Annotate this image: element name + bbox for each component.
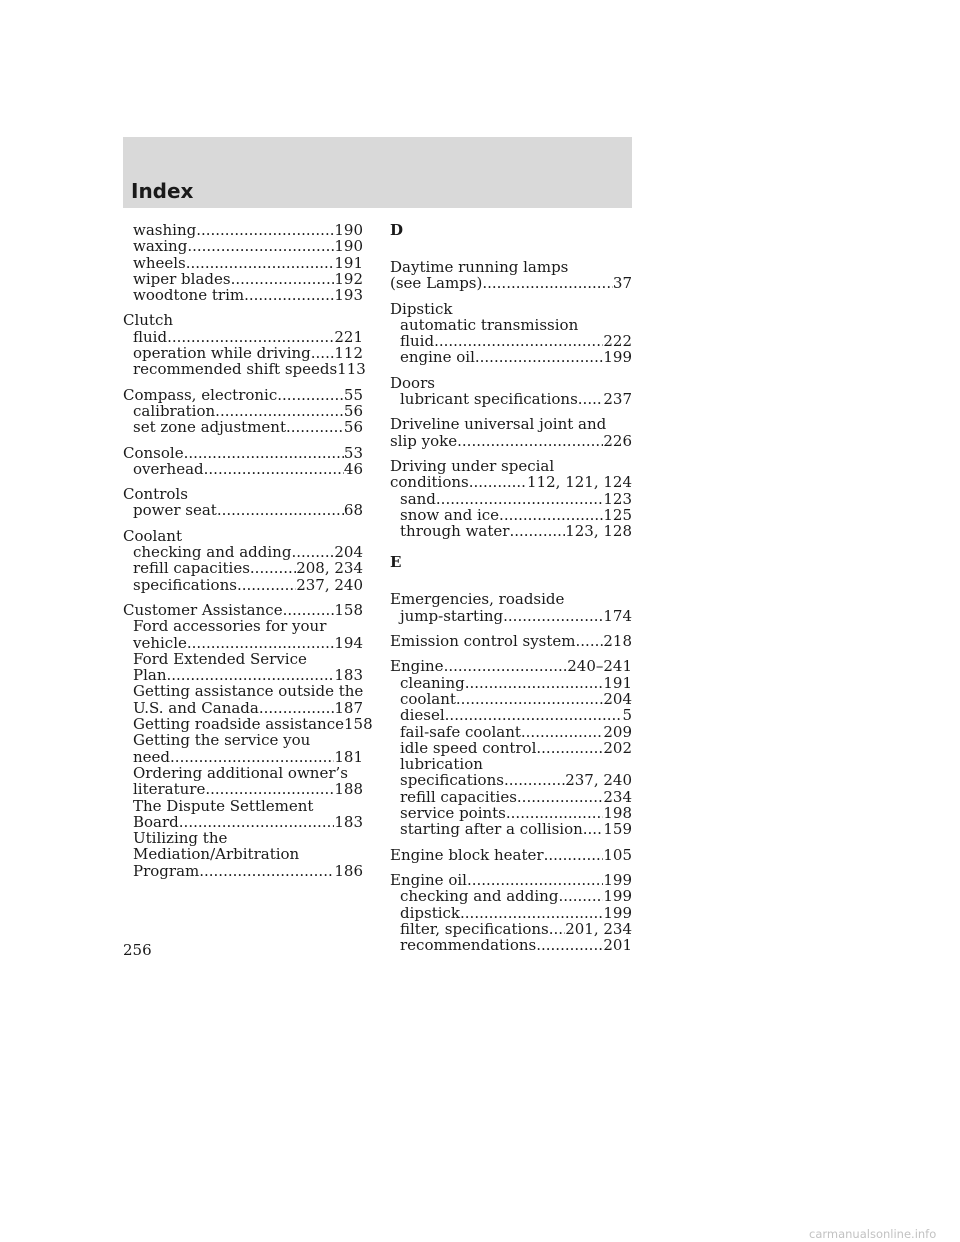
dot-leader: [204, 461, 344, 477]
page-reference: 191: [603, 673, 632, 692]
page-reference: 204: [334, 543, 363, 562]
dot-leader: [311, 345, 335, 361]
page-reference: 199: [603, 903, 632, 922]
index-entry-line: [123, 445, 363, 461]
index-subentry-line: [123, 749, 363, 765]
page-number: 256: [123, 941, 152, 959]
index-subentry-line: [390, 772, 632, 788]
entry-term: sand: [400, 489, 436, 508]
page-reference: 112, 121, 124: [527, 473, 632, 492]
dot-leader: [184, 445, 344, 461]
page-reference: 237: [603, 390, 632, 409]
dot-leader: [499, 507, 603, 523]
page-reference: 201: [603, 936, 632, 955]
page-reference: 112: [334, 344, 363, 363]
index-subentry-line: [123, 781, 363, 797]
page-reference: 190: [334, 237, 363, 256]
dot-leader: [187, 635, 334, 651]
index-entry: [390, 375, 632, 408]
page-reference: 186: [334, 861, 363, 880]
entry-term: dipstick: [400, 903, 461, 922]
page-reference: 125: [603, 505, 632, 524]
page-reference: 181: [334, 747, 363, 766]
index-subentry-line: [123, 715, 373, 734]
entry-term: The Dispute Settlement: [133, 796, 314, 815]
entry-term: filter, specifications: [400, 919, 549, 938]
entry-term: lubricant specifications: [400, 390, 578, 409]
index-subentry-line: [390, 491, 632, 507]
page-reference: 199: [603, 887, 632, 906]
page-reference: 158: [343, 715, 373, 734]
entry-term: idle speed control: [400, 738, 537, 757]
index-subentry-line: [390, 675, 632, 691]
page-reference: 193: [334, 286, 363, 305]
page-reference: 208, 234: [296, 559, 363, 578]
dot-leader: [277, 387, 344, 403]
dot-leader: [469, 474, 527, 490]
entry-term: conditions: [390, 473, 469, 492]
index-entry: [123, 486, 363, 519]
index-subentry-line: [123, 419, 363, 435]
dot-leader: [456, 691, 603, 707]
index-entry-line: [390, 633, 632, 649]
dot-leader: [217, 502, 344, 518]
index-subentry-line: [390, 317, 632, 333]
index-subentry-line: [123, 329, 363, 345]
index-entry-line: [390, 458, 632, 474]
page-reference: 209: [603, 722, 632, 741]
entry-term: wheels: [133, 253, 186, 272]
watermark: carmanualsonline.info: [809, 1227, 937, 1241]
index-subentry-line: [123, 222, 363, 238]
index-subentry-line: [123, 700, 363, 716]
dot-leader: [509, 523, 565, 539]
entry-term: Getting the service you: [133, 731, 311, 750]
entry-term: Dipstick: [390, 299, 453, 318]
dot-leader: [467, 872, 603, 888]
entry-term: need: [133, 747, 171, 766]
dot-leader: [457, 433, 603, 449]
index-subentry-line: [123, 345, 363, 361]
entry-term: Emergencies, roadside: [390, 590, 565, 609]
entry-term: refill capacities: [133, 559, 250, 578]
page-reference: 174: [603, 606, 632, 625]
index-letter-heading: D: [390, 221, 404, 239]
dot-leader: [434, 333, 603, 349]
index-subentry-line: [123, 765, 363, 781]
entry-term: woodtone trim: [133, 286, 245, 305]
dot-leader: [167, 667, 335, 683]
dot-leader: [521, 724, 603, 740]
index-subentry-line: [390, 724, 632, 740]
index-subentry-line: [123, 651, 363, 667]
index-subentry-line: [123, 255, 363, 271]
dot-leader: [215, 403, 344, 419]
index-entry: [390, 416, 632, 449]
entry-term: Console: [123, 443, 184, 462]
dot-leader: [504, 772, 565, 788]
index-entry-line: [390, 275, 632, 291]
entry-term: Program: [133, 861, 200, 880]
dot-leader: [187, 238, 334, 254]
entry-term: checking and adding: [133, 543, 292, 562]
page-reference: 53: [343, 443, 363, 462]
index-subentry-line: [390, 740, 632, 756]
entry-term: Board: [133, 812, 179, 831]
dot-leader: [199, 863, 334, 879]
dot-leader: [179, 814, 335, 830]
index-subentry-line: [123, 683, 363, 699]
index-subentry-line: [390, 921, 632, 937]
page-reference: 5: [622, 706, 632, 725]
index-entry: [123, 600, 373, 880]
dot-leader: [482, 275, 613, 291]
entry-term: starting after a collision: [400, 820, 583, 839]
dot-leader: [536, 740, 603, 756]
entry-term: Engine block heater: [390, 845, 544, 864]
index-entry: [390, 872, 632, 953]
index-entry-line: [123, 387, 363, 403]
dot-leader: [186, 255, 335, 271]
index-entry: [123, 445, 363, 478]
entry-term: Ford Extended Service: [133, 649, 307, 668]
index-subentry-line: [123, 560, 363, 576]
dot-leader: [231, 271, 335, 287]
index-subentry-line: [390, 937, 632, 953]
index-subentry-line: [123, 846, 363, 862]
page-reference: 226: [603, 431, 632, 450]
page-reference: 68: [343, 501, 363, 520]
page-reference: 56: [343, 418, 363, 437]
entry-term: Driveline universal joint and: [390, 415, 607, 434]
index-entry-line: [123, 602, 363, 618]
entry-term: Doors: [390, 373, 435, 392]
entry-term: fluid: [400, 332, 435, 351]
index-subentry-line: [123, 798, 363, 814]
entry-term: specifications: [133, 575, 237, 594]
entry-term: Ford accessories for your: [133, 617, 327, 636]
index-subentry-line: [123, 287, 363, 303]
index-subentry-line: [123, 618, 363, 634]
dot-leader: [291, 544, 334, 560]
entry-term: recommended shift speeds: [133, 360, 338, 379]
index-subentry-line: [123, 635, 363, 651]
dot-leader: [250, 560, 296, 576]
page-reference: 55: [343, 385, 363, 404]
dot-leader: [536, 937, 603, 953]
index-entry-line: [390, 591, 632, 607]
index-entry-line: [123, 312, 363, 328]
page-reference: 113: [337, 360, 366, 379]
page-reference: 204: [603, 689, 632, 708]
entry-term: fluid: [133, 327, 168, 346]
entry-term: Customer Assistance: [123, 600, 283, 619]
entry-term: service points: [400, 804, 506, 823]
index-subentry-line: [123, 830, 363, 846]
entry-term: literature: [133, 780, 206, 799]
dot-leader: [517, 789, 603, 805]
page-reference: 187: [334, 698, 363, 717]
index-subentry-line: [390, 789, 632, 805]
dot-leader: [465, 675, 604, 691]
index-entry: [390, 847, 632, 863]
index-entry: [390, 591, 632, 624]
entry-term: engine oil: [400, 348, 475, 367]
page-reference: 221: [334, 327, 363, 346]
index-entry-line: [390, 847, 632, 863]
page-reference: 218: [603, 632, 632, 651]
page-reference: 202: [603, 738, 632, 757]
entry-term: power seat: [133, 501, 217, 520]
index-subentry-line: [390, 333, 632, 349]
page-reference: 234: [603, 787, 632, 806]
index-subentry-line: [123, 814, 363, 830]
index-subentry-line: [390, 391, 632, 407]
entry-term: Driving under special: [390, 456, 555, 475]
entry-term: Getting assistance outside the: [133, 682, 364, 701]
dot-leader: [286, 419, 344, 435]
entry-term: lubrication: [400, 755, 483, 774]
page-reference: 240–241: [567, 657, 632, 676]
entry-term: Compass, electronic: [123, 385, 278, 404]
index-entry-line: [390, 375, 632, 391]
page-reference: 190: [334, 221, 363, 239]
index-subentry-line: [123, 238, 363, 254]
index-entry: [123, 528, 363, 593]
entry-term: jump-starting: [400, 606, 504, 625]
index-subentry-line: [123, 360, 366, 379]
dot-leader: [444, 658, 568, 674]
page-reference: 105: [603, 845, 632, 864]
index-subentry-line: [390, 756, 632, 772]
index-entry: [123, 222, 363, 303]
index-entry-line: [123, 528, 363, 544]
dot-leader: [170, 749, 334, 765]
page-reference: 192: [334, 269, 363, 288]
page-reference: 56: [343, 401, 363, 420]
entry-term: Coolant: [123, 526, 182, 545]
dot-leader: [583, 821, 604, 837]
index-subentry-line: [123, 577, 363, 593]
page-reference: 237, 240: [565, 771, 632, 790]
page-reference: 188: [334, 780, 363, 799]
index-entry: [390, 259, 632, 292]
index-subentry-line: [390, 608, 632, 624]
entry-term: checking and adding: [400, 887, 559, 906]
index-subentry-line: [123, 863, 363, 879]
entry-term: Utilizing the: [133, 829, 228, 848]
entry-term: fail-safe coolant: [400, 722, 521, 741]
dot-leader: [436, 491, 603, 507]
entry-term: Getting roadside assistance: [133, 715, 344, 734]
dot-leader: [503, 608, 603, 624]
index-column-left: [123, 221, 373, 888]
entry-term: specifications: [400, 771, 504, 790]
index-entry-line: [390, 872, 632, 888]
entry-term: vehicle: [133, 633, 187, 652]
dot-leader: [259, 700, 335, 716]
index-entry-line: [390, 474, 632, 490]
entry-term: coolant: [400, 689, 456, 708]
index-subentry-line: [123, 667, 363, 683]
entry-term: refill capacities: [400, 787, 517, 806]
dot-leader: [576, 633, 604, 649]
dot-leader: [544, 847, 604, 863]
index-subentry-line: [390, 707, 632, 723]
entry-term: operation while driving: [133, 344, 311, 363]
entry-term: automatic transmission: [400, 315, 579, 334]
entry-term: Plan: [133, 666, 167, 685]
index-subentry-line: [390, 349, 632, 365]
entry-term: overhead: [133, 459, 204, 478]
index-entry-line: [390, 658, 632, 674]
dot-leader: [460, 905, 603, 921]
entry-term: wiper blades: [133, 269, 231, 288]
entry-term: Emission control system: [390, 632, 576, 651]
index-subentry-line: [123, 271, 363, 287]
dot-leader: [558, 888, 603, 904]
index-subentry-line: [390, 523, 632, 539]
page-reference: 159: [603, 820, 632, 839]
page-reference: 198: [603, 804, 632, 823]
index-entry-line: [390, 416, 632, 432]
index-entry: [123, 387, 363, 436]
dot-leader: [475, 349, 603, 365]
entry-term: Mediation/Arbitration: [133, 845, 300, 864]
entry-term: slip yoke: [390, 431, 458, 450]
page-reference: 183: [334, 666, 363, 685]
dot-leader: [283, 602, 335, 618]
dot-leader: [549, 921, 565, 937]
index-entry: [123, 311, 366, 379]
index-subentry-line: [390, 691, 632, 707]
page-reference: 237, 240: [296, 575, 363, 594]
index-subentry-line: [390, 507, 632, 523]
entry-term: calibration: [133, 401, 216, 420]
entry-term: Engine: [390, 657, 444, 676]
index-subentry-line: [123, 544, 363, 560]
page-reference: 158: [334, 600, 363, 619]
header-band: [123, 137, 632, 208]
dot-leader: [237, 577, 296, 593]
page-reference: 199: [603, 348, 632, 367]
dot-leader: [506, 805, 603, 821]
entry-term: waxing: [133, 237, 188, 256]
entry-term: recommendations: [400, 936, 537, 955]
index-subentry-line: [390, 905, 632, 921]
index-entry-line: [390, 301, 632, 317]
index-subentry-line: [123, 732, 363, 748]
index-subentry-line: [390, 805, 632, 821]
entry-term: (see Lamps): [390, 274, 483, 293]
entry-term: Ordering additional owner’s: [133, 763, 348, 782]
index-entry: [390, 658, 632, 837]
dot-leader: [196, 222, 334, 238]
page-title: Index: [131, 179, 194, 203]
page-reference: 222: [603, 332, 632, 351]
dot-leader: [244, 287, 334, 303]
page-reference: 123: [603, 489, 632, 508]
dot-leader: [445, 707, 623, 723]
page-reference: 199: [603, 870, 632, 889]
page-reference: 191: [334, 253, 363, 272]
index-subentry-line: [390, 888, 632, 904]
dot-leader: [167, 329, 334, 345]
index-letter-heading: E: [390, 553, 402, 572]
entry-term: Controls: [123, 485, 188, 504]
entry-term: Clutch: [123, 311, 174, 330]
entry-term: set zone adjustment: [133, 418, 286, 437]
index-entry-line: [390, 259, 632, 275]
page-reference: 37: [612, 274, 632, 293]
entry-term: Engine oil: [390, 870, 467, 889]
index-entry: [390, 458, 632, 539]
index-entry-line: [123, 486, 363, 502]
page-reference: 183: [334, 812, 363, 831]
entry-term: snow and ice: [400, 505, 500, 524]
index-entry: [390, 301, 632, 366]
dot-leader: [205, 781, 334, 797]
entry-term: U.S. and Canada: [133, 698, 259, 717]
index-entry-line: [390, 433, 632, 449]
entry-term: diesel: [400, 706, 445, 725]
index-subentry-line: [123, 502, 363, 518]
entry-term: cleaning: [400, 673, 465, 692]
page-reference: 201, 234: [565, 919, 632, 938]
entry-term: through water: [400, 522, 510, 541]
index-entry: [390, 633, 632, 649]
page-reference: 46: [343, 459, 363, 478]
index-subentry-line: [123, 461, 363, 477]
page-reference: 123, 128: [565, 522, 632, 541]
entry-term: washing: [133, 221, 197, 239]
index-column-right: [390, 222, 632, 962]
index-subentry-line: [123, 403, 363, 419]
dot-leader: [578, 391, 604, 407]
page-reference: 194: [334, 633, 363, 652]
entry-term: Daytime running lamps: [390, 258, 569, 276]
index-subentry-line: [390, 821, 632, 837]
